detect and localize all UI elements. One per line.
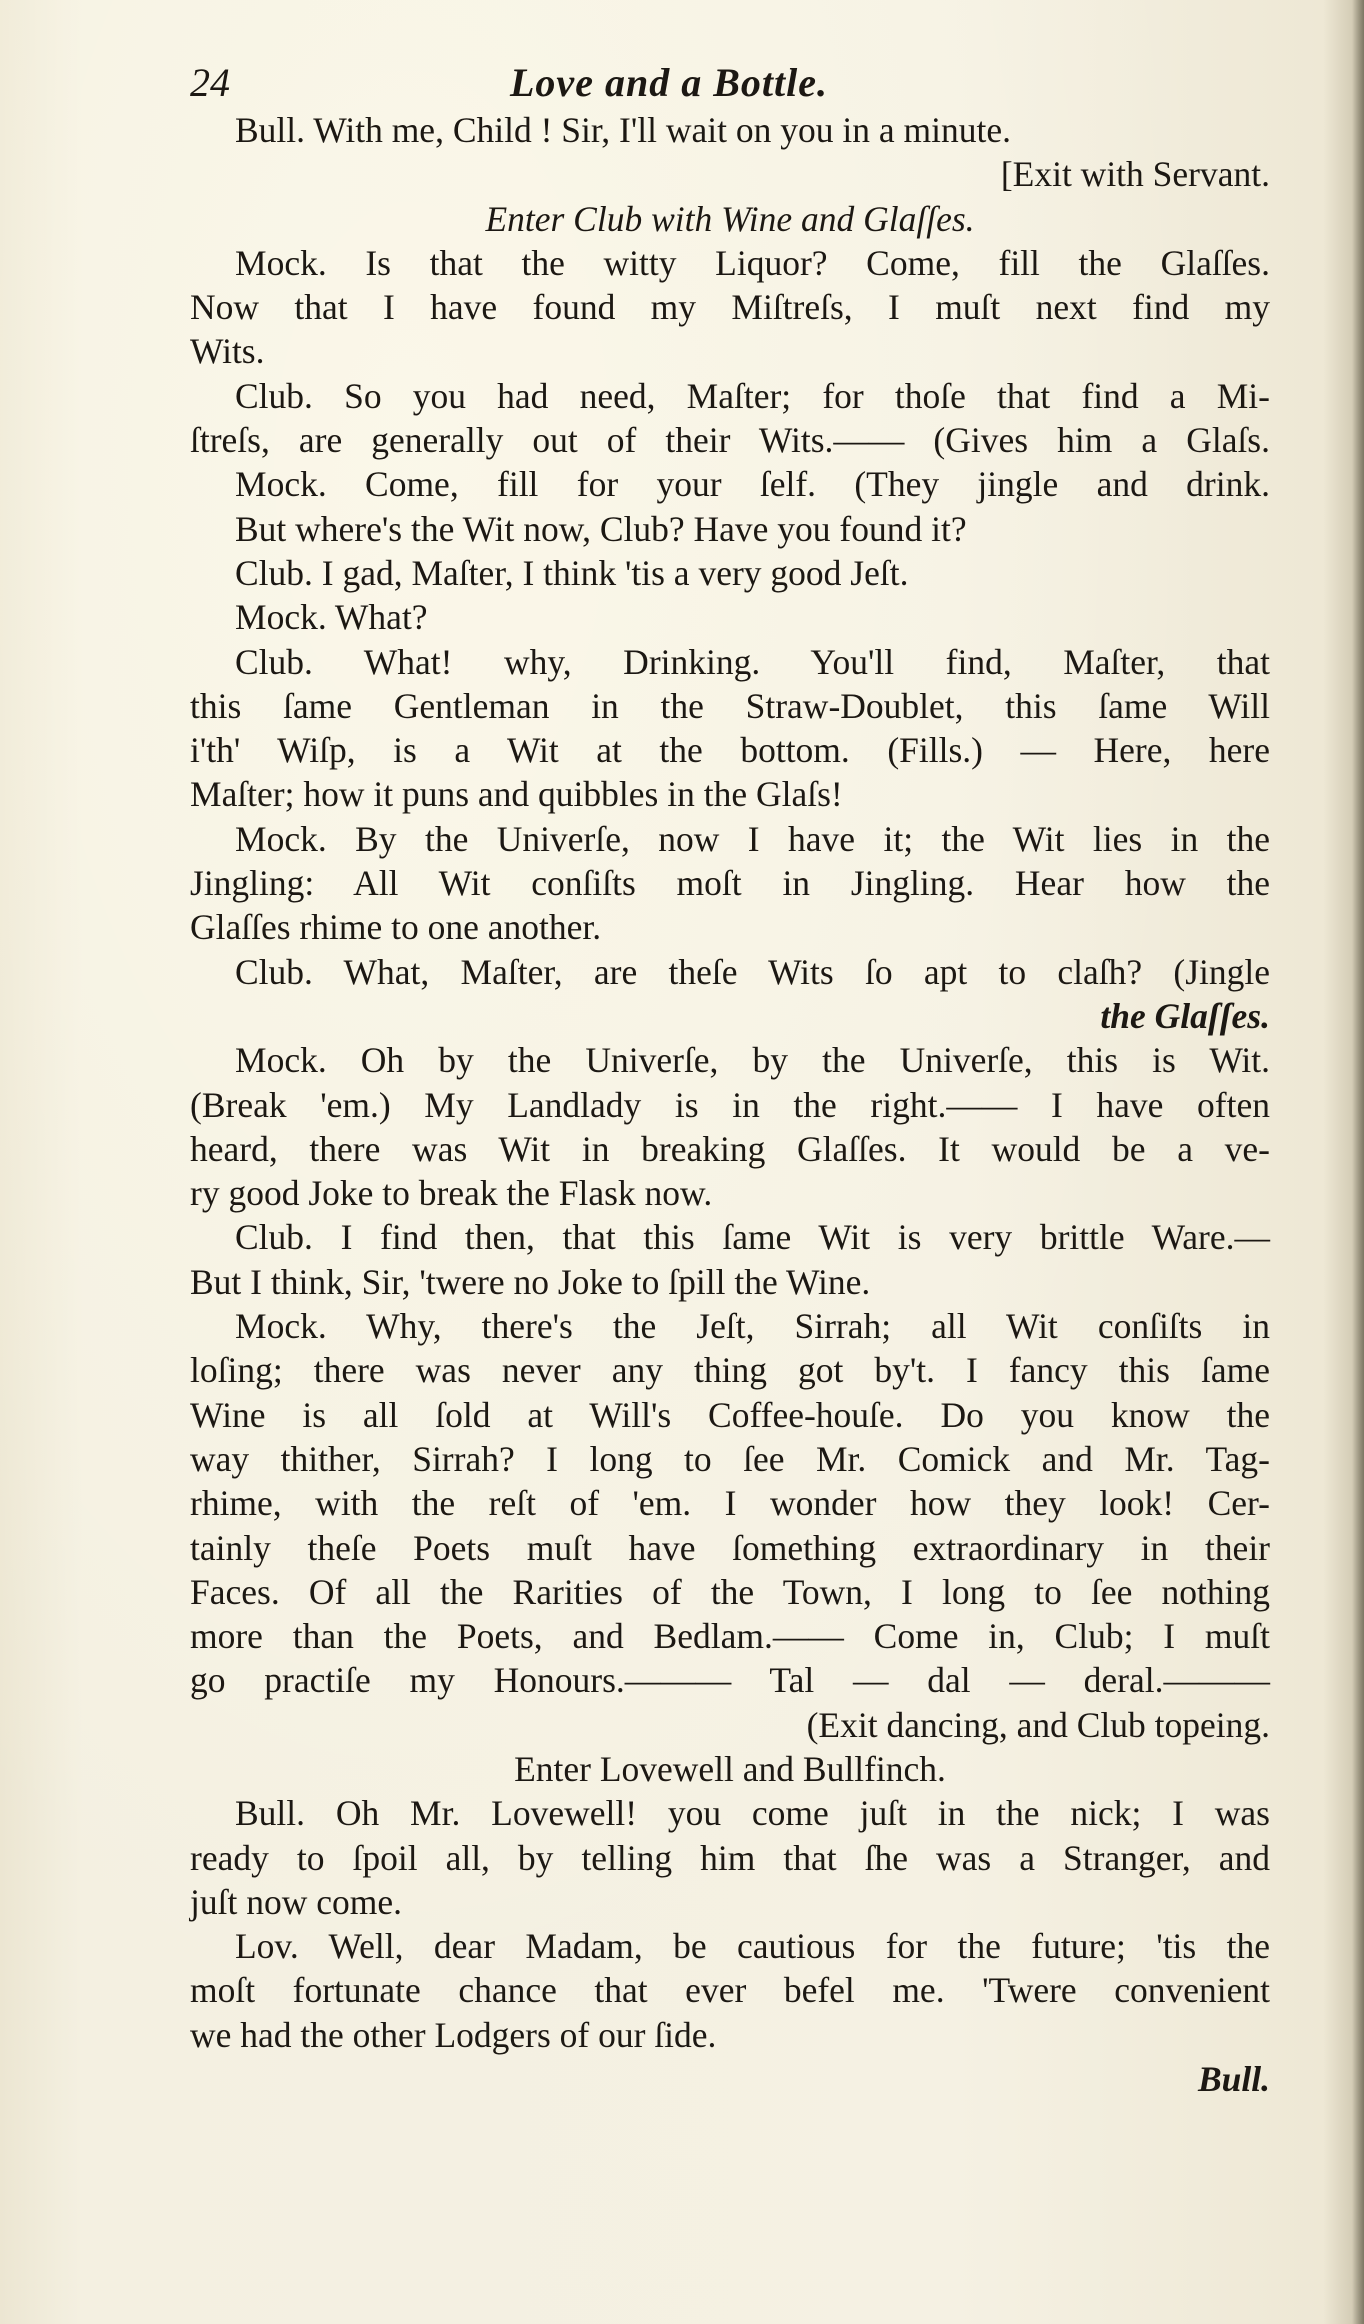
catchword: Bull. [1197, 2059, 1270, 2100]
text-line: Club. So you had need, Maſter; for thoſe that find a Mi- [235, 375, 1270, 416]
text-line: Jingling: All Wit conſiſts moſt in Jingling. Hear how the [190, 863, 1270, 904]
text-line: Mock. Oh by the Univerſe, by the Univerſe, this is Wit. [235, 1040, 1270, 1081]
text-line: Maſter; how it puns and quibbles in the Glaſs! [190, 774, 843, 815]
text-line: (Break 'em.) My Landlady is in the right.—— I have often [190, 1084, 1270, 1125]
stage-direction: Enter Lovewell and Bullfinch. [514, 1748, 946, 1789]
page-number: 24 [190, 60, 230, 105]
text-line: Glaſſes rhime to one another. [190, 907, 602, 948]
text-line: Club. I find then, that this ſame Wit is very brittle Ware.— [235, 1217, 1270, 1258]
text-line: loſing; there was never any thing got by't. I fancy this ſame [190, 1350, 1270, 1391]
text-line: Mock. Is that the witty Liquor? Come, fill the Glaſſes. [235, 242, 1270, 283]
text-line: we had the other Lodgers of our ſide. [190, 2014, 717, 2055]
text-line: Now that I have found my Miſtreſs, I muſt next find my [190, 287, 1270, 328]
text-line: But I think, Sir, 'twere no Joke to ſpill the Wine. [190, 1261, 871, 1302]
text-line: i'th' Wiſp, is a Wit at the bottom. (Fills.) — Here, here [190, 730, 1270, 771]
text-line: more than the Poets, and Bedlam.—— Come in, Club; I muſt [190, 1616, 1270, 1657]
text-line: go practiſe my Honours.——— Tal — dal — deral.——— [190, 1660, 1270, 1701]
running-head [190, 58, 1270, 108]
text-line: Mock. By the Univerſe, now I have it; the Wit lies in the [235, 818, 1270, 859]
text-line: Club. I gad, Maſter, I think 'tis a very good Jeſt. [235, 552, 909, 593]
stage-direction: (Exit dancing, and Club topeing. [806, 1704, 1270, 1745]
text-line: Mock. Come, fill for your ſelf. (They jingle and drink. [235, 464, 1270, 505]
text-line: ry good Joke to break the Flask now. [190, 1173, 713, 1214]
text-line: Wits. [190, 331, 265, 372]
text-line: Wine is all ſold at Will's Coffee-houſe. Do you know the [190, 1394, 1270, 1435]
text-line: ready to ſpoil all, by telling him that ſhe was a Stranger, and [190, 1837, 1270, 1878]
text-line: Club. What, Maſter, are theſe Wits ſo apt to claſh? (Jingle [235, 951, 1270, 992]
text-line: Lov. Well, dear Madam, be cautious for the future; 'tis the [235, 1926, 1270, 1967]
stage-direction: Enter Club with Wine and Glaſſes. [485, 198, 975, 239]
page-text [190, 58, 1270, 2101]
stage-direction: [Exit with Servant. [1000, 154, 1270, 195]
running-title: Love and a Bottle. [510, 60, 828, 105]
text-line: Bull. Oh Mr. Lovewell! you come juſt in the nick; I was [235, 1793, 1270, 1834]
text-line: way thither, Sirrah? I long to ſee Mr. Comick and Mr. Tag- [190, 1438, 1270, 1479]
text-line: Mock. What? [235, 597, 428, 638]
text-line: ſtreſs, are generally out of their Wits.—— (Gives him a Glaſs. [190, 420, 1270, 461]
text-line: moſt fortunate chance that ever befel me. 'Twere convenient [190, 1970, 1270, 2011]
text-line: this ſame Gentleman in the Straw-Doublet, this ſame Will [190, 685, 1270, 726]
text-line: juſt now come. [190, 1881, 402, 1922]
text-line: rhime, with the reſt of 'em. I wonder how they look! Cer- [190, 1483, 1270, 1524]
page-edge-shadow [1352, 0, 1364, 2324]
text-line: Bull. With me, Child ! Sir, I'll wait on you in a minute. [235, 110, 1011, 150]
text-line: Club. What! why, Drinking. You'll find, Maſter, that [235, 641, 1270, 682]
text-line: Faces. Of all the Rarities of the Town, I long to ſee nothing [190, 1571, 1270, 1612]
text-line: But where's the Wit now, Club? Have you found it? [235, 508, 967, 549]
stage-direction: the Glaſſes. [1100, 995, 1270, 1036]
text-line: heard, there was Wit in breaking Glaſſes. It would be a ve- [190, 1128, 1270, 1169]
text-line: Mock. Why, there's the Jeſt, Sirrah; all Wit conſiſts in [235, 1306, 1270, 1347]
text-line: tainly theſe Poets muſt have ſomething extraordinary in their [190, 1527, 1270, 1568]
